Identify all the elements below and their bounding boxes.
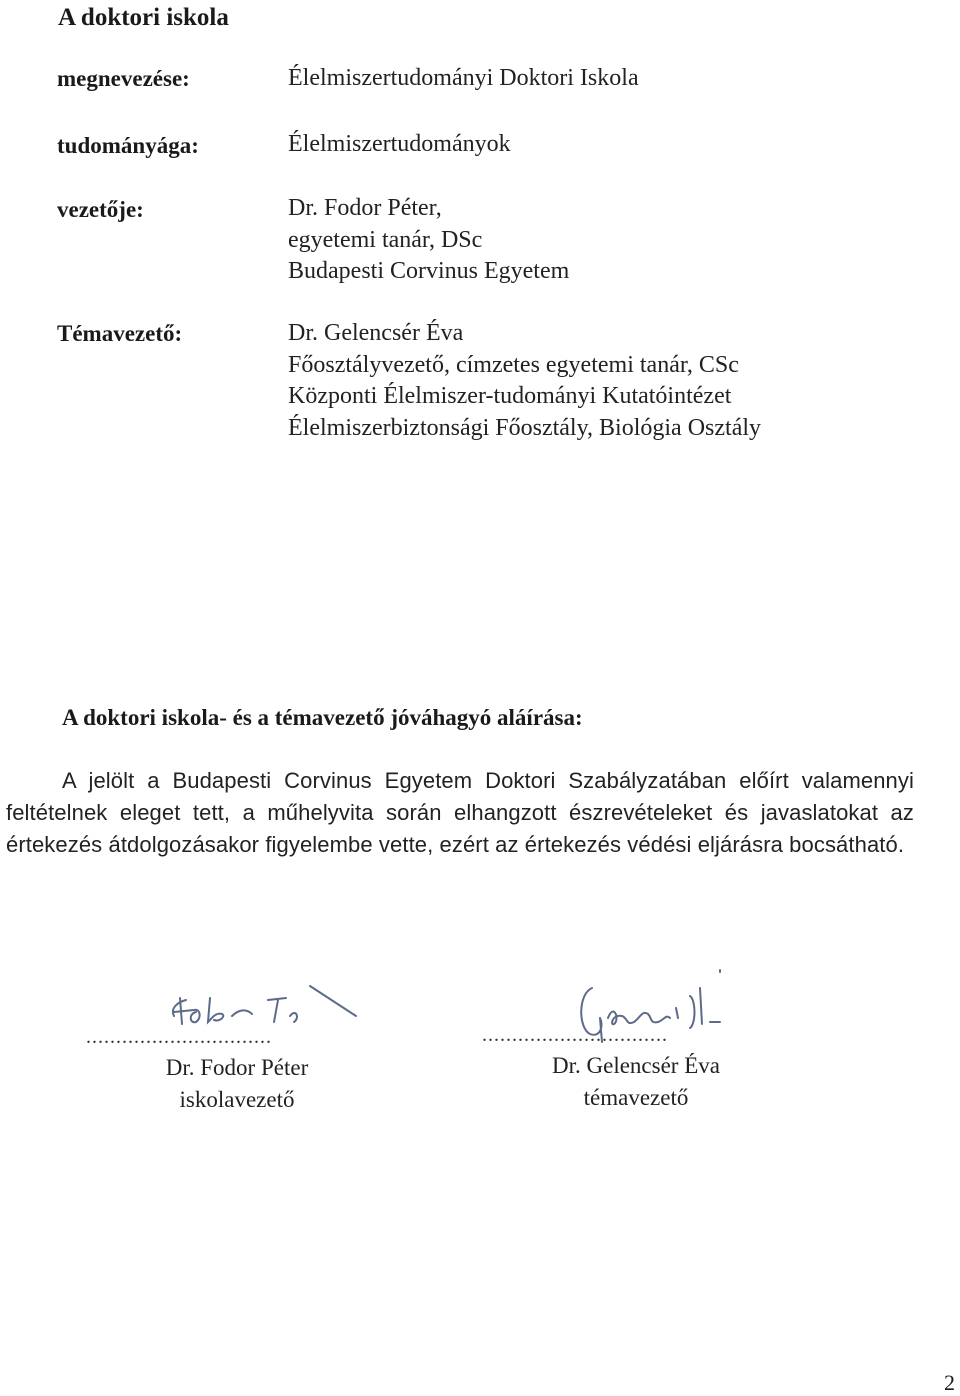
approval-paragraph: A jelölt a Budapesti Corvinus Egyetem Doktori Szabályzatában előírt valamennyi feltételnek eleget tett, a műhelyvita során elhangzott észrevételeket és javaslatokat az értekezés átdolgozásakor figyelembe vette, ezért az értekezés védési eljárásra bocsátható. xyxy=(6,768,914,857)
signature-block-fodor xyxy=(72,1052,402,1116)
signature-line-gelencser: ............................... xyxy=(482,1024,668,1046)
field-value-discipline xyxy=(288,129,511,161)
signer-name: Dr. Gelencsér Éva xyxy=(552,1053,720,1078)
signer-role: iskolavezető xyxy=(179,1087,295,1112)
field-label-head: vezetője: xyxy=(57,197,144,222)
value-line: Élelmiszerbiztonsági Főosztály, Biológia Osztály xyxy=(288,414,762,441)
signature-block-gelencser xyxy=(471,1050,801,1114)
signature-line-fodor: ............................... xyxy=(86,1026,272,1048)
value-line: Központi Élelmiszer-tudományi Kutatóintézet xyxy=(288,383,732,409)
value-line: egyetemi tanár, DSc xyxy=(288,226,483,253)
value-line: Budapesti Corvinus Egyetem xyxy=(288,258,570,284)
page-number: 2 xyxy=(944,1370,955,1395)
value-line: Dr. Fodor Péter, xyxy=(288,195,442,221)
field-label-name: megnevezése: xyxy=(57,66,190,91)
value-line: Élelmiszertudományok xyxy=(288,131,511,157)
signer-role: témavezető xyxy=(583,1085,689,1110)
field-value-head xyxy=(288,193,569,288)
value-line: Főosztályvezető, címzetes egyetemi tanár, CSc xyxy=(288,351,739,378)
approval-heading: A doktori iskola- és a témavezető jóváhagyó aláírása: xyxy=(62,705,583,730)
field-label-supervisor: Témavezető: xyxy=(57,321,183,346)
field-value-supervisor xyxy=(288,318,761,444)
section-title: A doktori iskola xyxy=(58,4,229,31)
field-value-name xyxy=(288,63,639,95)
signer-name: Dr. Fodor Péter xyxy=(165,1055,309,1080)
value-line: Dr. Gelencsér Éva xyxy=(288,320,464,346)
field-label-discipline: tudományága: xyxy=(57,133,199,158)
value-line: Élelmiszertudományi Doktori Iskola xyxy=(288,65,639,91)
